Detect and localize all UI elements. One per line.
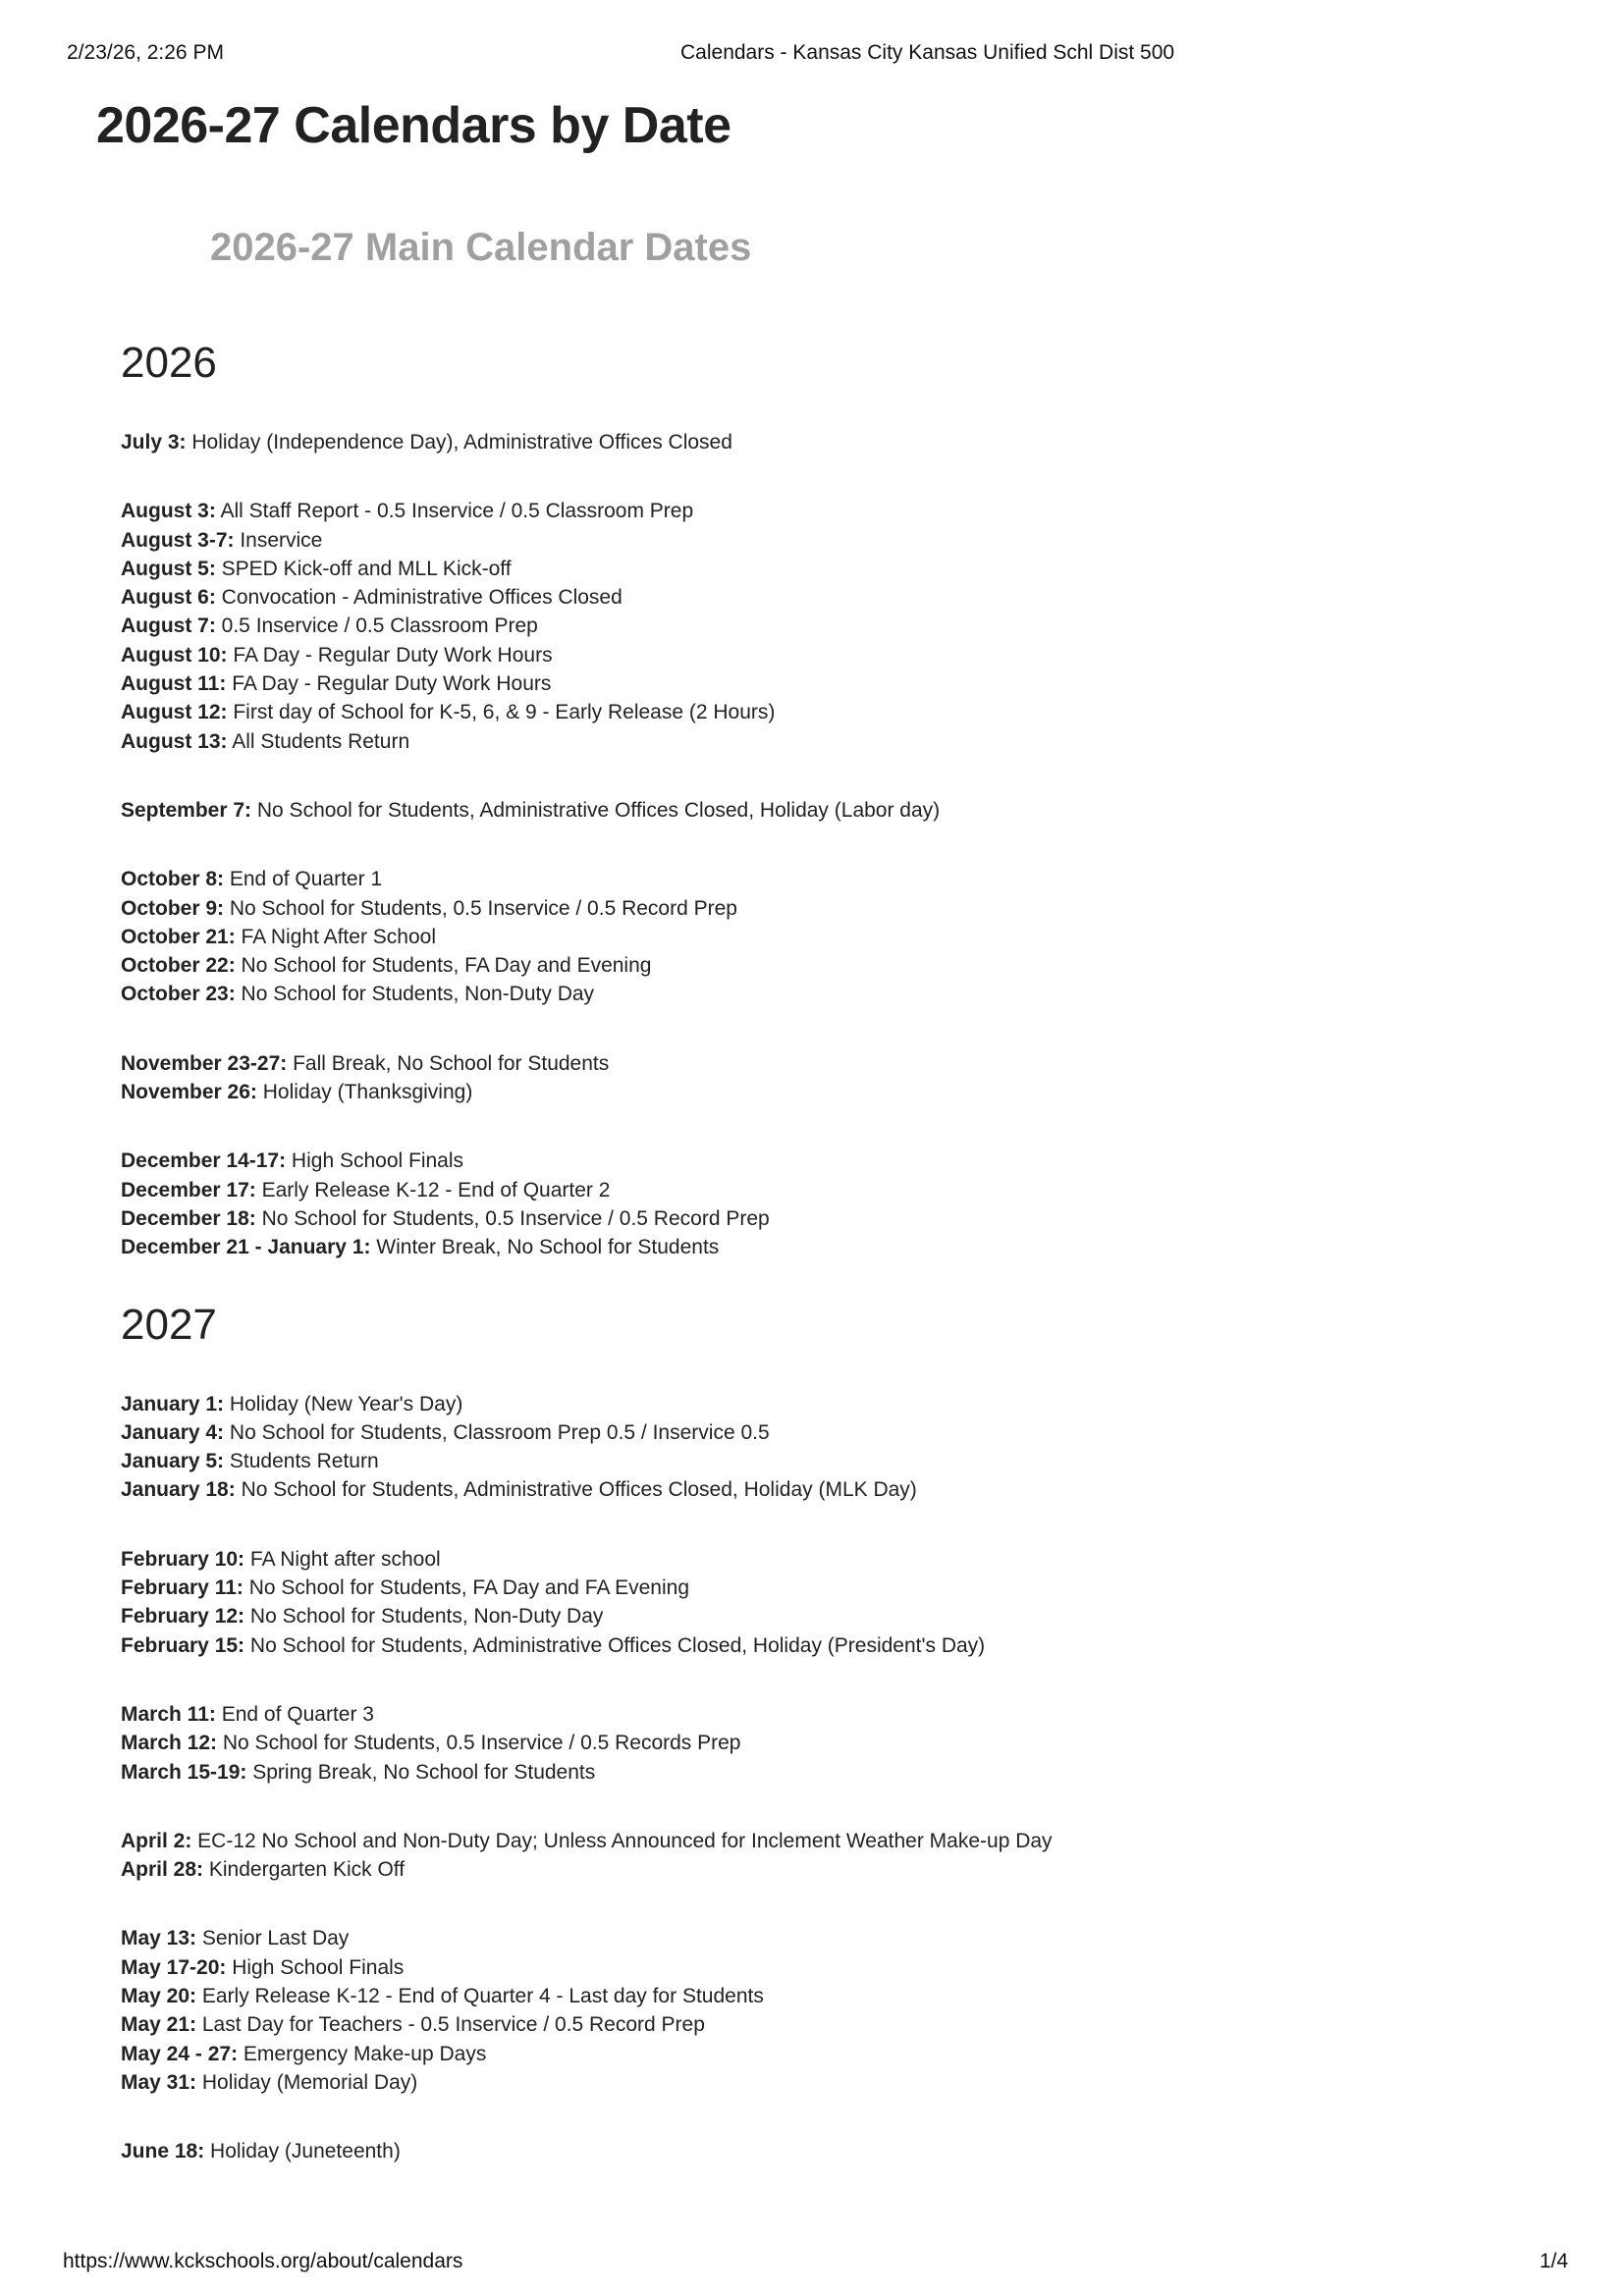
calendar-entry: [121, 555, 1495, 583]
calendar-entry: [121, 2040, 1495, 2068]
entry-date: December 17:: [121, 1178, 256, 1201]
page-title: 2026-27 Calendars by Date: [96, 97, 731, 154]
entry-date: May 13:: [121, 1927, 197, 1950]
entry-date: July 3:: [121, 431, 187, 454]
month-group: [121, 1924, 1495, 2097]
calendar-entry: [121, 980, 1495, 1008]
entry-description: Holiday (New Year's Day): [224, 1392, 463, 1415]
entry-description: No School for Students, Administrative Offices Closed, Holiday (Labor day): [251, 798, 941, 822]
calendar-entry: [121, 428, 1495, 456]
calendar-entry: [121, 923, 1495, 951]
entry-description: FA Night After School: [235, 925, 436, 948]
calendar-entry: [121, 1390, 1495, 1418]
calendar-entry: [121, 1602, 1495, 1630]
calendar-entry: [121, 612, 1495, 640]
calendar-entry: [121, 727, 1495, 756]
entry-description: Inservice: [234, 528, 323, 552]
entry-description: No School for Students, FA Day and Evening: [235, 954, 652, 978]
month-group: [121, 1545, 1495, 1660]
calendar-entry: [121, 497, 1495, 525]
entry-date: February 10:: [121, 1547, 245, 1571]
entry-description: Fall Break, No School for Students: [287, 1051, 610, 1075]
year-heading: 2026: [121, 339, 217, 387]
calendar-entry: [121, 1176, 1495, 1204]
calendar-entry: [121, 894, 1495, 923]
entry-description: Convocation - Administrative Offices Closed: [215, 586, 623, 610]
entry-description: EC-12 No School and Non-Duty Day; Unless Announced for Inclement Weather Make-up Day: [191, 1829, 1053, 1852]
entry-date: August 6:: [121, 586, 216, 610]
entry-date: May 20:: [121, 1984, 197, 2007]
calendar-entry: [121, 1078, 1495, 1106]
month-group: [121, 1827, 1495, 1885]
month-group: [121, 1147, 1495, 1261]
entry-description: No School for Students, Non-Duty Day: [235, 983, 595, 1006]
calendar-entry: [121, 1418, 1495, 1447]
entry-description: SPED Kick-off and MLL Kick-off: [215, 557, 512, 580]
entry-description: Early Release K-12 - End of Quarter 4 - Last day for Students: [196, 1984, 764, 2007]
entry-description: No School for Students, 0.5 Inservice / 0.5 Record Prep: [224, 896, 737, 920]
entry-description: No School for Students, 0.5 Inservice / 0.5 Records Prep: [217, 1732, 741, 1755]
entry-description: FA Night after school: [244, 1547, 441, 1571]
entry-date: August 7:: [121, 614, 216, 638]
entry-date: December 14-17:: [121, 1149, 287, 1173]
entry-date: January 18:: [121, 1478, 236, 1502]
entry-date: August 13:: [121, 729, 228, 753]
entry-date: August 5:: [121, 557, 216, 580]
calendar-entry: [121, 1147, 1495, 1175]
calendar-entry: [121, 1700, 1495, 1729]
entry-description: End of Quarter 3: [215, 1702, 374, 1726]
entry-description: Senior Last Day: [196, 1927, 350, 1950]
entry-description: Early Release K-12 - End of Quarter 2: [255, 1178, 611, 1201]
calendar-entry: [121, 1204, 1495, 1233]
entry-description: High School Finals: [226, 1955, 405, 1979]
entry-date: August 3:: [121, 500, 216, 523]
entry-date: November 26:: [121, 1081, 257, 1104]
entry-date: April 2:: [121, 1829, 192, 1852]
entry-date: October 9:: [121, 896, 225, 920]
entry-description: Last Day for Teachers - 0.5 Inservice / 0.5 Record Prep: [196, 2013, 705, 2037]
entry-description: Winter Break, No School for Students: [370, 1236, 720, 1259]
year-heading: 2027: [121, 1300, 217, 1349]
entry-date: October 23:: [121, 983, 236, 1006]
entry-description: FA Day - Regular Duty Work Hours: [227, 643, 553, 667]
print-footer-page-number: 1/4: [1540, 2250, 1569, 2272]
calendar-entry: [121, 1049, 1495, 1078]
calendar-entry: [121, 1574, 1495, 1602]
year-section: [121, 1294, 1495, 2166]
calendar-entry: [121, 526, 1495, 555]
calendar-entry: [121, 1729, 1495, 1757]
calendar-entry: [121, 2010, 1495, 2039]
entry-date: August 11:: [121, 672, 227, 696]
month-group: [121, 428, 1495, 456]
entry-date: March 12:: [121, 1732, 218, 1755]
print-footer-url[interactable]: https://www.kckschools.org/about/calendars: [63, 2250, 463, 2272]
entry-date: February 11:: [121, 1576, 244, 1600]
entry-description: Holiday (Memorial Day): [196, 2070, 418, 2094]
calendar-entry: [121, 669, 1495, 698]
entry-date: April 28:: [121, 1858, 204, 1882]
calendar-entry: [121, 1475, 1495, 1504]
entry-date: October 22:: [121, 954, 236, 978]
entry-description: All Staff Report - 0.5 Inservice / 0.5 Classroom Prep: [215, 500, 694, 523]
calendar-entry: [121, 1631, 1495, 1660]
entry-description: No School for Students, Administrative Offices Closed, Holiday (President's Day): [244, 1633, 986, 1657]
entry-date: January 4:: [121, 1420, 225, 1444]
entry-date: November 23-27:: [121, 1051, 288, 1075]
entry-date: May 31:: [121, 2070, 197, 2094]
print-header-datetime: 2/23/26, 2:26 PM: [67, 41, 224, 64]
calendar-entry: [121, 1924, 1495, 1952]
calendar-entry: [121, 1855, 1495, 1884]
entry-description: Holiday (Thanksgiving): [256, 1081, 473, 1104]
entry-date: February 15:: [121, 1633, 245, 1657]
calendar-entry: [121, 583, 1495, 612]
month-group: [121, 2137, 1495, 2165]
entry-description: Spring Break, No School for Students: [246, 1760, 596, 1784]
entry-date: August 12:: [121, 701, 228, 724]
entry-date: August 10:: [121, 643, 228, 667]
entry-date: January 5:: [121, 1450, 225, 1473]
entry-date: June 18:: [121, 2140, 205, 2163]
entry-description: End of Quarter 1: [224, 868, 383, 891]
entry-description: High School Finals: [286, 1149, 464, 1173]
entry-date: October 21:: [121, 925, 236, 948]
entry-date: March 15-19:: [121, 1760, 247, 1784]
entry-date: May 21:: [121, 2013, 197, 2037]
entry-date: October 8:: [121, 868, 225, 891]
entry-description: No School for Students, Classroom Prep 0.5 / Inservice 0.5: [224, 1420, 770, 1444]
entry-description: Emergency Make-up Days: [238, 2042, 487, 2065]
entry-description: No School for Students, FA Day and FA Evening: [243, 1576, 690, 1600]
entry-description: No School for Students, Administrative Offices Closed, Holiday (MLK Day): [235, 1478, 917, 1502]
calendar-entry: [121, 1758, 1495, 1787]
month-group: [121, 796, 1495, 825]
calendar-entry: [121, 2137, 1495, 2165]
entry-description: Kindergarten Kick Off: [203, 1858, 406, 1882]
calendar-entry: [121, 865, 1495, 893]
entry-date: September 7:: [121, 798, 252, 822]
entry-description: No School for Students, 0.5 Inservice / 0.5 Record Prep: [255, 1206, 770, 1230]
calendar-entry: [121, 2068, 1495, 2097]
calendar-entry: [121, 1545, 1495, 1574]
entry-description: Holiday (Independence Day), Administrative Offices Closed: [186, 431, 732, 454]
calendar-entry: [121, 698, 1495, 726]
entry-date: May 17-20:: [121, 1955, 227, 1979]
entry-description: Students Return: [224, 1450, 379, 1473]
calendar-entry: [121, 796, 1495, 825]
entry-date: March 11:: [121, 1702, 216, 1726]
entry-description: Holiday (Juneteenth): [204, 2140, 401, 2163]
month-group: [121, 1700, 1495, 1787]
year-section: [121, 332, 1495, 1262]
calendar-entry: [121, 1982, 1495, 2010]
entry-description: FA Day - Regular Duty Work Hours: [226, 672, 552, 696]
calendar-entry: [121, 1447, 1495, 1475]
calendar-entry: [121, 641, 1495, 669]
entry-description: 0.5 Inservice / 0.5 Classroom Prep: [215, 614, 538, 638]
entry-description: All Students Return: [227, 729, 410, 753]
calendar-entry: [121, 951, 1495, 980]
entry-date: December 18:: [121, 1206, 256, 1230]
print-header-page-title: Calendars - Kansas City Kansas Unified Schl Dist 500: [680, 41, 1175, 64]
entry-date: January 1:: [121, 1392, 225, 1415]
entry-date: May 24 - 27:: [121, 2042, 239, 2065]
calendar-entry: [121, 1953, 1495, 1982]
entry-description: First day of School for K-5, 6, & 9 - Early Release (2 Hours): [227, 701, 776, 724]
month-group: [121, 1390, 1495, 1505]
section-subtitle: 2026-27 Main Calendar Dates: [210, 226, 752, 269]
calendar-entry: [121, 1233, 1495, 1261]
entry-date: August 3-7:: [121, 528, 235, 552]
entry-description: No School for Students, Non-Duty Day: [244, 1605, 604, 1629]
month-group: [121, 497, 1495, 756]
entry-date: February 12:: [121, 1605, 245, 1629]
month-group: [121, 1049, 1495, 1107]
calendar-entry: [121, 1827, 1495, 1855]
entry-date: December 21 - January 1:: [121, 1236, 371, 1259]
calendar-content: [121, 332, 1495, 2165]
month-group: [121, 865, 1495, 1008]
